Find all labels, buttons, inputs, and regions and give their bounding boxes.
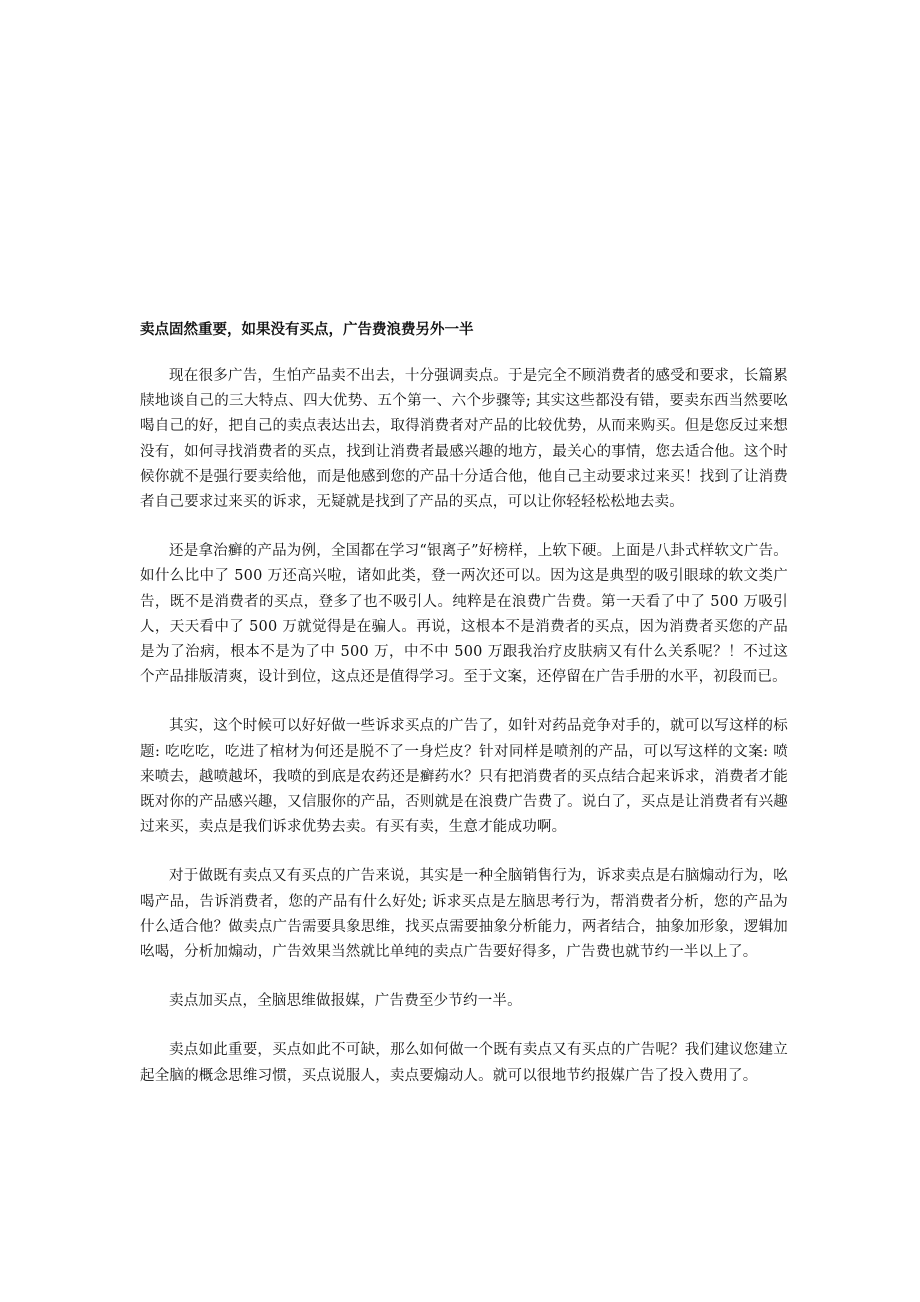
- document-title: 卖点固然重要，如果没有买点，广告费浪费另外一半: [140, 322, 474, 338]
- paragraph-3: 其实，这个时候可以好好做一些诉求买点的广告了，如针对药品竞争对手的，就可以写这样的标题: 吃吃吃，吃进了棺材为何还是脱不了一身烂皮？针对同样是喷剂的产品，可以写这样的文案: 喷来喷去，越喷越坏，我喷的到底是农药还是癣药水？只有把消费者的买点结合起来诉求，消费者才能既对你的产品感兴趣，又信服你的产品，否则就是在浪费广告费了。说白了，买点是让消费者有兴趣过来买，卖点是我们诉求优势去卖。有买有卖，生意才能成功啊。: [140, 718, 788, 836]
- paragraph-2: 还是拿治癣的产品为例，全国都在学习“银离子”好榜样，上软下硬。上面是八卦式样软文广告。如什么比中了 500 万还高兴啦，诸如此类，登一两次还可以。因为这是典型的吸引眼球的软文类广告，既不是消费者的买点，登多了也不吸引人。纯粹是在浪费广告费。第一天看了中了 500 万吸引人，天天看中了 500 万就觉得是在骗人。再说，这根本不是消费者的买点，因为消费者买您的产品是为了治病，根本不是为了中 500 万，中不中 500 万跟我治疗皮肤病又有什么关系呢？！不过这个产品排版清爽，设计到位，这点还是值得学习。至于文案，还停留在广告手册的水平，初段而已。: [140, 543, 788, 686]
- document-body: [140, 318, 788, 1113]
- paragraph-1: 现在很多广告，生怕产品卖不出去，十分强调卖点。于是完全不顾消费者的感受和要求，长篇累牍地谈自己的三大特点、四大优势、五个第一、六个步骤等; 其实这些都没有错，要卖东西当然要吆喝自己的好，把自己的卖点表达出去，取得消费者对产品的比较优势，从而来购买。但是您反过来想没有，如何寻找消费者的买点，找到让消费者最感兴趣的地方，最关心的事情，您去适合他。这个时候你就不是强行要卖给他，而是他感到您的产品十分适合他，他自己主动要求过来买！找到了让消费者自己要求过来买的诉求，无疑就是找到了产品的买点，可以让你轻轻松松地去卖。: [140, 368, 788, 511]
- paragraph-6: 卖点如此重要，买点如此不可缺，那么如何做一个既有卖点又有买点的广告呢？我们建议您建立起全脑的概念思维习惯，买点说服人，卖点要煽动人。就可以很地节约报媒广告了投入费用了。: [140, 1042, 788, 1084]
- paragraph-4: 对于做既有卖点又有买点的广告来说，其实是一种全脑销售行为，诉求卖点是右脑煽动行为，吆喝产品，告诉消费者，您的产品有什么好处; 诉求买点是左脑思考行为，帮消费者分析，您的产品为什么适合他？做卖点广告需要具象思维，找买点需要抽象分析能力，两者结合，抽象加形象，逻辑加吆喝，分析加煽动，广告效果当然就比单纯的卖点广告要好得多，广告费也就节约一半以上了。: [140, 868, 788, 961]
- paragraph-5: 卖点加买点，全脑思维做报媒，广告费至少节约一半。: [169, 993, 522, 1010]
